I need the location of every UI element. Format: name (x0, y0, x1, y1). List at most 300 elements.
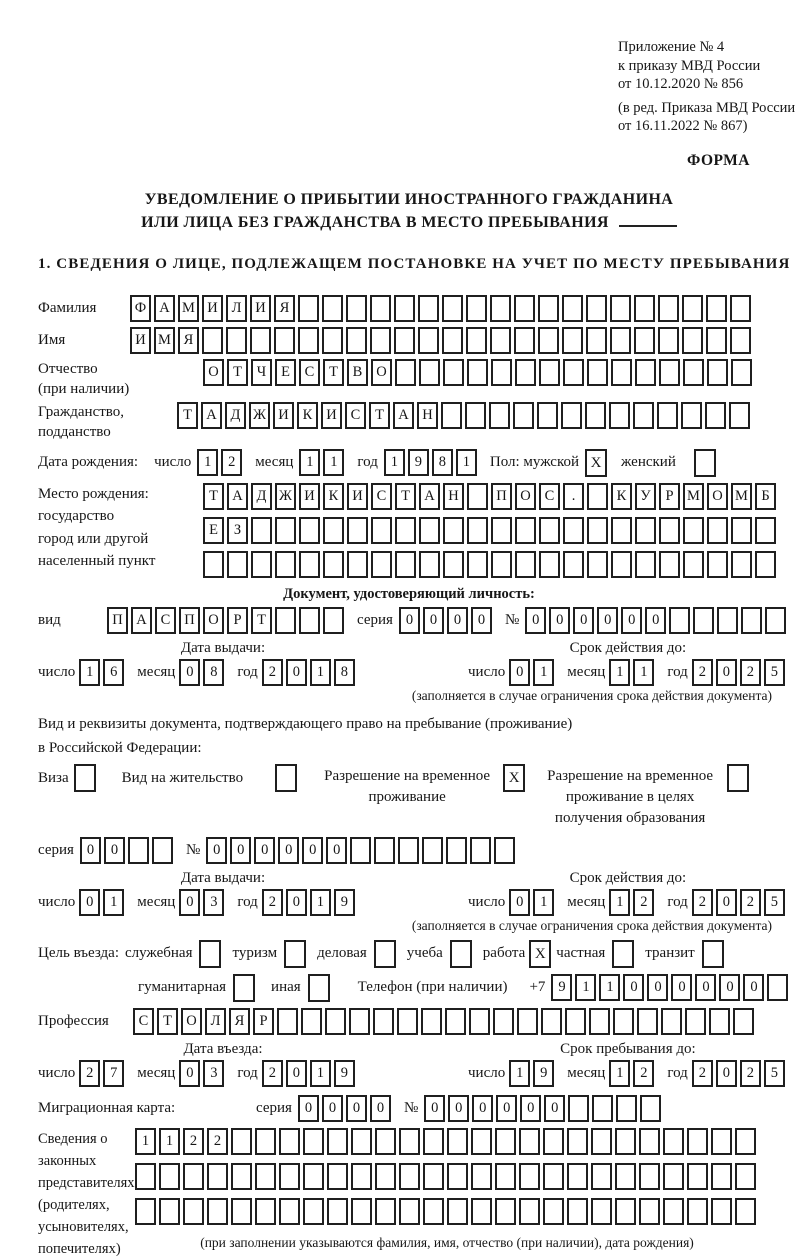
char-cell[interactable] (682, 295, 703, 322)
char-cell[interactable] (394, 327, 415, 354)
char-cell[interactable] (543, 1128, 564, 1155)
char-cell[interactable] (470, 837, 491, 864)
char-cell[interactable] (419, 517, 440, 544)
char-cell[interactable]: 1 (599, 974, 620, 1001)
char-cell[interactable] (591, 1198, 612, 1225)
char-cell[interactable]: 2 (262, 659, 283, 686)
char-cell[interactable] (659, 359, 680, 386)
char-cell[interactable]: О (515, 483, 536, 510)
char-cell[interactable] (375, 1198, 396, 1225)
char-cell[interactable] (731, 551, 752, 578)
char-cell[interactable]: 0 (549, 607, 570, 634)
char-cell[interactable] (441, 402, 462, 429)
residence-permit-checkbox[interactable] (275, 764, 297, 792)
char-cell[interactable] (767, 974, 788, 1001)
char-cell[interactable] (299, 517, 320, 544)
char-cell[interactable] (351, 1198, 372, 1225)
char-cell[interactable]: А (227, 483, 248, 510)
char-cell[interactable] (537, 402, 558, 429)
char-cell[interactable] (735, 1128, 756, 1155)
char-cell[interactable]: А (201, 402, 222, 429)
char-cell[interactable] (685, 1008, 706, 1035)
char-cell[interactable] (135, 1163, 156, 1190)
char-cell[interactable] (514, 327, 535, 354)
char-cell[interactable]: 8 (334, 659, 355, 686)
char-cell[interactable] (207, 1198, 228, 1225)
char-cell[interactable] (663, 1128, 684, 1155)
char-cell[interactable] (639, 1128, 660, 1155)
char-cell[interactable] (443, 359, 464, 386)
char-cell[interactable] (398, 837, 419, 864)
char-cell[interactable]: М (683, 483, 704, 510)
char-cell[interactable] (395, 359, 416, 386)
char-cell[interactable] (733, 1008, 754, 1035)
char-cell[interactable]: 2 (740, 659, 761, 686)
char-cell[interactable] (711, 1128, 732, 1155)
char-cell[interactable] (469, 1008, 490, 1035)
sex-male-checkbox[interactable]: X (585, 449, 607, 477)
char-cell[interactable]: К (323, 483, 344, 510)
char-cell[interactable] (299, 607, 320, 634)
char-cell[interactable] (467, 359, 488, 386)
char-cell[interactable] (640, 1095, 661, 1122)
char-cell[interactable] (730, 295, 751, 322)
char-cell[interactable]: 0 (206, 837, 227, 864)
char-cell[interactable] (611, 359, 632, 386)
char-cell[interactable] (639, 1163, 660, 1190)
char-cell[interactable] (445, 1008, 466, 1035)
char-cell[interactable] (442, 295, 463, 322)
char-cell[interactable]: 0 (286, 889, 307, 916)
char-cell[interactable]: М (178, 295, 199, 322)
char-cell[interactable] (421, 1008, 442, 1035)
purpose-private-checkbox[interactable] (612, 940, 634, 968)
purpose-other-checkbox[interactable] (308, 974, 330, 1002)
char-cell[interactable]: Л (226, 295, 247, 322)
char-cell[interactable]: 0 (423, 607, 444, 634)
char-cell[interactable] (422, 837, 443, 864)
char-cell[interactable] (203, 551, 224, 578)
char-cell[interactable] (207, 1163, 228, 1190)
char-cell[interactable] (373, 1008, 394, 1035)
visa-checkbox[interactable] (74, 764, 96, 792)
char-cell[interactable] (635, 359, 656, 386)
char-cell[interactable] (591, 1128, 612, 1155)
char-cell[interactable] (634, 295, 655, 322)
char-cell[interactable] (275, 517, 296, 544)
char-cell[interactable]: Р (227, 607, 248, 634)
char-cell[interactable] (637, 1008, 658, 1035)
char-cell[interactable]: А (393, 402, 414, 429)
char-cell[interactable] (707, 359, 728, 386)
char-cell[interactable] (539, 359, 560, 386)
temp-residence-education-checkbox[interactable] (727, 764, 749, 792)
char-cell[interactable]: Д (251, 483, 272, 510)
char-cell[interactable] (615, 1128, 636, 1155)
char-cell[interactable] (250, 327, 271, 354)
char-cell[interactable]: 1 (310, 889, 331, 916)
char-cell[interactable]: Н (443, 483, 464, 510)
char-cell[interactable] (711, 1163, 732, 1190)
char-cell[interactable] (350, 837, 371, 864)
char-cell[interactable] (322, 327, 343, 354)
char-cell[interactable]: 0 (472, 1095, 493, 1122)
char-cell[interactable]: О (181, 1008, 202, 1035)
char-cell[interactable] (591, 1163, 612, 1190)
char-cell[interactable]: 0 (716, 659, 737, 686)
char-cell[interactable] (741, 607, 762, 634)
char-cell[interactable]: У (635, 483, 656, 510)
char-cell[interactable] (687, 1163, 708, 1190)
char-cell[interactable] (279, 1198, 300, 1225)
char-cell[interactable] (303, 1128, 324, 1155)
char-cell[interactable]: 0 (179, 659, 200, 686)
char-cell[interactable]: 1 (609, 1060, 630, 1087)
char-cell[interactable] (682, 327, 703, 354)
char-cell[interactable]: 0 (278, 837, 299, 864)
char-cell[interactable] (495, 1163, 516, 1190)
char-cell[interactable] (639, 1198, 660, 1225)
char-cell[interactable] (563, 517, 584, 544)
char-cell[interactable] (226, 327, 247, 354)
char-cell[interactable]: Ф (130, 295, 151, 322)
char-cell[interactable] (729, 402, 750, 429)
char-cell[interactable]: Т (227, 359, 248, 386)
char-cell[interactable] (303, 1163, 324, 1190)
char-cell[interactable] (765, 607, 786, 634)
char-cell[interactable] (423, 1163, 444, 1190)
char-cell[interactable]: 2 (692, 1060, 713, 1087)
char-cell[interactable] (610, 327, 631, 354)
char-cell[interactable] (418, 295, 439, 322)
char-cell[interactable]: Т (177, 402, 198, 429)
char-cell[interactable]: 8 (432, 449, 453, 476)
char-cell[interactable]: 0 (286, 659, 307, 686)
char-cell[interactable] (442, 327, 463, 354)
char-cell[interactable] (615, 1198, 636, 1225)
char-cell[interactable] (587, 359, 608, 386)
temp-residence-checkbox[interactable]: X (503, 764, 525, 792)
char-cell[interactable]: П (179, 607, 200, 634)
char-cell[interactable] (611, 551, 632, 578)
char-cell[interactable]: 0 (326, 837, 347, 864)
char-cell[interactable] (277, 1008, 298, 1035)
char-cell[interactable]: 0 (716, 1060, 737, 1087)
char-cell[interactable]: З (227, 517, 248, 544)
char-cell[interactable] (585, 402, 606, 429)
char-cell[interactable] (609, 402, 630, 429)
char-cell[interactable] (447, 1163, 468, 1190)
char-cell[interactable]: 0 (716, 889, 737, 916)
char-cell[interactable]: Ч (251, 359, 272, 386)
char-cell[interactable]: К (297, 402, 318, 429)
char-cell[interactable]: Т (369, 402, 390, 429)
char-cell[interactable]: 0 (525, 607, 546, 634)
char-cell[interactable]: О (203, 607, 224, 634)
char-cell[interactable] (227, 551, 248, 578)
char-cell[interactable] (202, 327, 223, 354)
char-cell[interactable] (370, 327, 391, 354)
char-cell[interactable] (635, 551, 656, 578)
char-cell[interactable]: 0 (254, 837, 275, 864)
char-cell[interactable] (541, 1008, 562, 1035)
char-cell[interactable]: П (107, 607, 128, 634)
char-cell[interactable] (255, 1128, 276, 1155)
char-cell[interactable] (495, 1198, 516, 1225)
char-cell[interactable] (375, 1163, 396, 1190)
char-cell[interactable]: 1 (310, 1060, 331, 1087)
char-cell[interactable] (717, 607, 738, 634)
char-cell[interactable]: 0 (623, 974, 644, 1001)
char-cell[interactable] (519, 1198, 540, 1225)
char-cell[interactable]: Р (253, 1008, 274, 1035)
char-cell[interactable] (298, 295, 319, 322)
char-cell[interactable] (693, 607, 714, 634)
char-cell[interactable] (491, 517, 512, 544)
char-cell[interactable]: 1 (323, 449, 344, 476)
char-cell[interactable]: С (345, 402, 366, 429)
char-cell[interactable]: 0 (509, 659, 530, 686)
char-cell[interactable]: И (347, 483, 368, 510)
char-cell[interactable] (567, 1163, 588, 1190)
char-cell[interactable] (586, 327, 607, 354)
char-cell[interactable] (465, 402, 486, 429)
char-cell[interactable]: 5 (764, 1060, 785, 1087)
char-cell[interactable] (399, 1163, 420, 1190)
char-cell[interactable] (374, 837, 395, 864)
char-cell[interactable] (346, 295, 367, 322)
char-cell[interactable]: И (250, 295, 271, 322)
char-cell[interactable] (706, 295, 727, 322)
char-cell[interactable] (135, 1198, 156, 1225)
char-cell[interactable] (152, 837, 173, 864)
char-cell[interactable] (397, 1008, 418, 1035)
char-cell[interactable] (327, 1198, 348, 1225)
char-cell[interactable]: О (203, 359, 224, 386)
char-cell[interactable]: 0 (322, 1095, 343, 1122)
char-cell[interactable]: 1 (384, 449, 405, 476)
char-cell[interactable]: 1 (310, 659, 331, 686)
char-cell[interactable]: 0 (597, 607, 618, 634)
char-cell[interactable] (494, 837, 515, 864)
char-cell[interactable] (467, 551, 488, 578)
char-cell[interactable]: 1 (299, 449, 320, 476)
char-cell[interactable]: 1 (633, 659, 654, 686)
char-cell[interactable]: 2 (262, 1060, 283, 1087)
char-cell[interactable] (538, 295, 559, 322)
char-cell[interactable] (755, 551, 776, 578)
char-cell[interactable]: 0 (399, 607, 420, 634)
char-cell[interactable] (731, 359, 752, 386)
char-cell[interactable] (325, 1008, 346, 1035)
char-cell[interactable] (659, 517, 680, 544)
char-cell[interactable]: 1 (79, 659, 100, 686)
char-cell[interactable]: 6 (103, 659, 124, 686)
char-cell[interactable] (711, 1198, 732, 1225)
char-cell[interactable] (128, 837, 149, 864)
char-cell[interactable]: 0 (544, 1095, 565, 1122)
char-cell[interactable] (298, 327, 319, 354)
char-cell[interactable] (419, 359, 440, 386)
char-cell[interactable]: 0 (179, 1060, 200, 1087)
char-cell[interactable] (567, 1128, 588, 1155)
char-cell[interactable]: 2 (262, 889, 283, 916)
char-cell[interactable] (274, 327, 295, 354)
char-cell[interactable] (159, 1198, 180, 1225)
char-cell[interactable] (562, 295, 583, 322)
char-cell[interactable] (399, 1128, 420, 1155)
char-cell[interactable] (563, 359, 584, 386)
char-cell[interactable]: 1 (456, 449, 477, 476)
char-cell[interactable] (467, 483, 488, 510)
char-cell[interactable]: И (299, 483, 320, 510)
char-cell[interactable] (443, 517, 464, 544)
char-cell[interactable] (471, 1128, 492, 1155)
char-cell[interactable]: А (131, 607, 152, 634)
char-cell[interactable]: 1 (575, 974, 596, 1001)
char-cell[interactable] (323, 607, 344, 634)
char-cell[interactable] (615, 1163, 636, 1190)
char-cell[interactable] (587, 483, 608, 510)
char-cell[interactable] (562, 327, 583, 354)
char-cell[interactable] (519, 1128, 540, 1155)
char-cell[interactable] (683, 551, 704, 578)
char-cell[interactable]: 1 (609, 659, 630, 686)
char-cell[interactable] (658, 295, 679, 322)
char-cell[interactable] (231, 1198, 252, 1225)
char-cell[interactable]: А (419, 483, 440, 510)
char-cell[interactable] (418, 327, 439, 354)
char-cell[interactable]: С (155, 607, 176, 634)
purpose-business-checkbox[interactable] (374, 940, 396, 968)
char-cell[interactable]: 0 (471, 607, 492, 634)
char-cell[interactable]: И (130, 327, 151, 354)
char-cell[interactable] (255, 1163, 276, 1190)
char-cell[interactable] (423, 1128, 444, 1155)
char-cell[interactable]: М (731, 483, 752, 510)
char-cell[interactable] (565, 1008, 586, 1035)
char-cell[interactable] (687, 1128, 708, 1155)
char-cell[interactable]: 0 (80, 837, 101, 864)
char-cell[interactable]: 5 (764, 659, 785, 686)
char-cell[interactable] (561, 402, 582, 429)
char-cell[interactable]: 8 (203, 659, 224, 686)
char-cell[interactable]: С (371, 483, 392, 510)
char-cell[interactable] (616, 1095, 637, 1122)
char-cell[interactable] (663, 1198, 684, 1225)
char-cell[interactable]: И (273, 402, 294, 429)
char-cell[interactable]: 0 (298, 1095, 319, 1122)
char-cell[interactable] (347, 517, 368, 544)
char-cell[interactable]: 9 (334, 889, 355, 916)
char-cell[interactable]: 1 (103, 889, 124, 916)
char-cell[interactable] (730, 327, 751, 354)
char-cell[interactable]: Я (229, 1008, 250, 1035)
char-cell[interactable] (735, 1163, 756, 1190)
char-cell[interactable] (706, 327, 727, 354)
purpose-humanitarian-checkbox[interactable] (233, 974, 255, 1002)
char-cell[interactable] (515, 551, 536, 578)
char-cell[interactable] (683, 359, 704, 386)
char-cell[interactable]: 9 (334, 1060, 355, 1087)
char-cell[interactable]: 2 (692, 889, 713, 916)
char-cell[interactable] (471, 1163, 492, 1190)
char-cell[interactable]: 0 (520, 1095, 541, 1122)
purpose-official-checkbox[interactable] (199, 940, 221, 968)
char-cell[interactable]: Н (417, 402, 438, 429)
purpose-transit-checkbox[interactable] (702, 940, 724, 968)
char-cell[interactable]: 0 (621, 607, 642, 634)
char-cell[interactable]: И (321, 402, 342, 429)
char-cell[interactable] (634, 327, 655, 354)
char-cell[interactable] (705, 402, 726, 429)
char-cell[interactable]: 0 (647, 974, 668, 1001)
char-cell[interactable] (493, 1008, 514, 1035)
char-cell[interactable] (299, 551, 320, 578)
char-cell[interactable] (423, 1198, 444, 1225)
char-cell[interactable]: 2 (633, 889, 654, 916)
char-cell[interactable]: 0 (496, 1095, 517, 1122)
char-cell[interactable] (467, 517, 488, 544)
char-cell[interactable] (323, 517, 344, 544)
char-cell[interactable]: 2 (633, 1060, 654, 1087)
char-cell[interactable]: И (202, 295, 223, 322)
purpose-study-checkbox[interactable] (450, 940, 472, 968)
char-cell[interactable]: О (707, 483, 728, 510)
char-cell[interactable]: П (491, 483, 512, 510)
char-cell[interactable]: 1 (533, 659, 554, 686)
char-cell[interactable] (183, 1163, 204, 1190)
char-cell[interactable] (663, 1163, 684, 1190)
char-cell[interactable] (567, 1198, 588, 1225)
char-cell[interactable]: Т (395, 483, 416, 510)
char-cell[interactable] (251, 551, 272, 578)
char-cell[interactable]: 2 (183, 1128, 204, 1155)
char-cell[interactable]: Б (755, 483, 776, 510)
char-cell[interactable] (683, 517, 704, 544)
char-cell[interactable]: А (154, 295, 175, 322)
char-cell[interactable]: 2 (692, 659, 713, 686)
char-cell[interactable] (419, 551, 440, 578)
char-cell[interactable] (495, 1128, 516, 1155)
char-cell[interactable]: 7 (103, 1060, 124, 1087)
char-cell[interactable]: Р (659, 483, 680, 510)
char-cell[interactable] (587, 551, 608, 578)
char-cell[interactable]: 2 (207, 1128, 228, 1155)
char-cell[interactable] (731, 517, 752, 544)
char-cell[interactable]: 1 (609, 889, 630, 916)
char-cell[interactable] (275, 607, 296, 634)
char-cell[interactable]: 3 (203, 889, 224, 916)
char-cell[interactable] (515, 359, 536, 386)
char-cell[interactable]: 9 (551, 974, 572, 1001)
char-cell[interactable] (586, 295, 607, 322)
char-cell[interactable] (466, 295, 487, 322)
char-cell[interactable] (275, 551, 296, 578)
char-cell[interactable] (538, 327, 559, 354)
char-cell[interactable]: Я (178, 327, 199, 354)
char-cell[interactable]: О (371, 359, 392, 386)
char-cell[interactable] (669, 607, 690, 634)
char-cell[interactable]: Т (203, 483, 224, 510)
char-cell[interactable] (323, 551, 344, 578)
char-cell[interactable] (371, 517, 392, 544)
char-cell[interactable] (490, 327, 511, 354)
char-cell[interactable]: Т (323, 359, 344, 386)
char-cell[interactable] (351, 1128, 372, 1155)
char-cell[interactable] (543, 1198, 564, 1225)
char-cell[interactable]: 2 (79, 1060, 100, 1087)
